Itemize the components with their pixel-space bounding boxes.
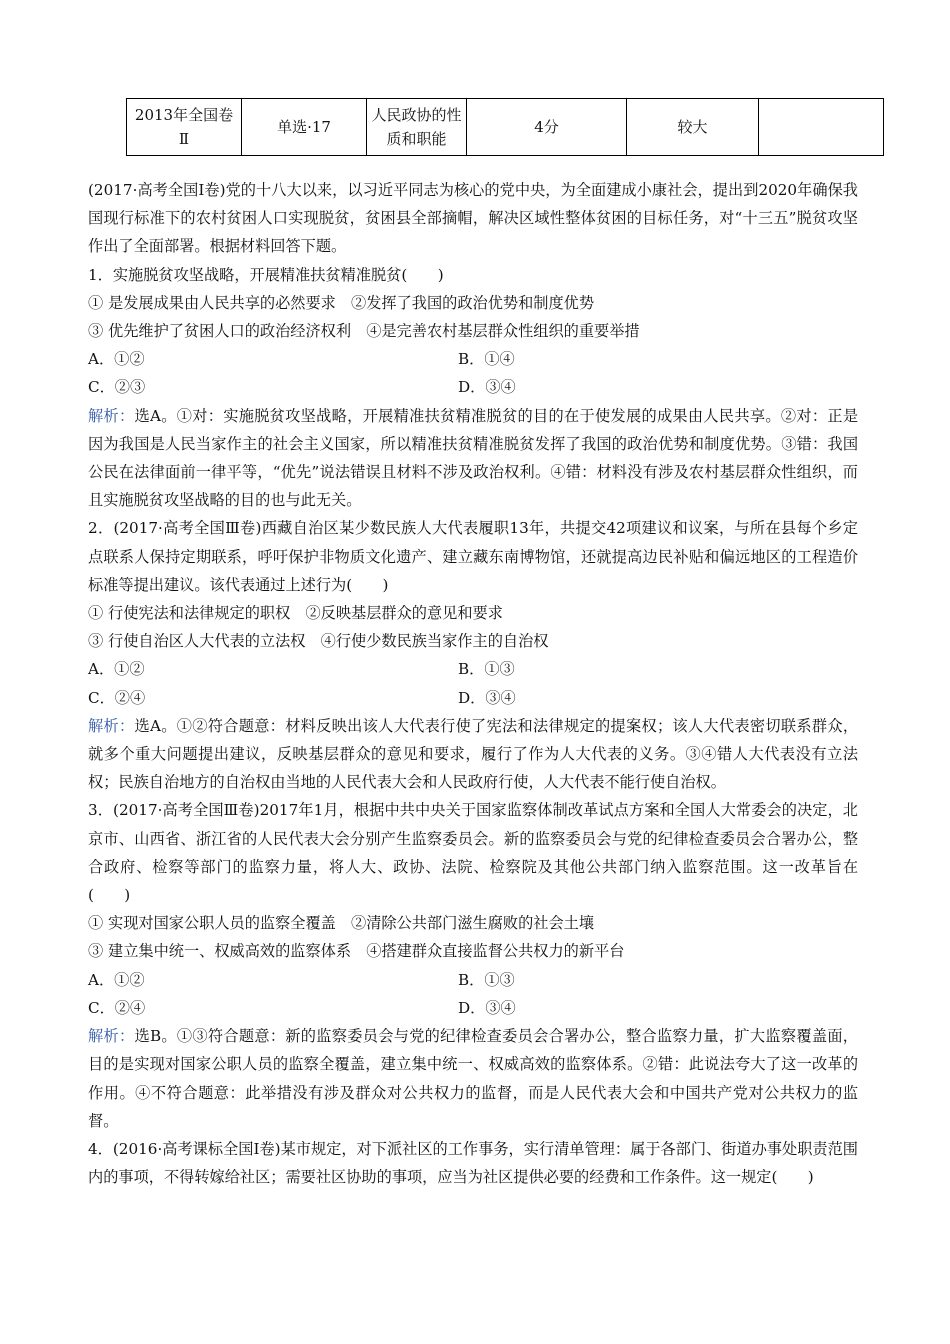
table-cell-score: 4分 <box>467 99 627 156</box>
option-b: B．①③ <box>458 970 515 989</box>
question-3-options-ab <box>88 966 858 994</box>
option-b: B．①③ <box>458 660 515 679</box>
question-2-statements-a: ① 行使宪法和法律规定的职权 ②反映基层群众的意见和要求 <box>88 604 503 623</box>
analysis-label: 解析： <box>88 716 135 735</box>
table-cell-difficulty: 较大 <box>627 99 759 156</box>
option-a: A．①② <box>88 350 145 369</box>
question-1-statements-b: ③ 优先维护了贫困人口的政治经济权利 ④是完善农村基层群众性组织的重要举措 <box>88 322 640 341</box>
option-d: D．③④ <box>458 378 516 397</box>
analysis-text: 选A。①②符合题意：材料反映出该人大代表行使了宪法和法律规定的提案权；该人大代表密切联系群众，就多个重大问题提出建议，反映基层群众的意见和要求，履行了作为人大代表的义务。③④错人大代表没有立法权；民族自治地方的自治权由当地的人民代表大会和人民政府行使，人大代表不能行使自治权。 <box>88 716 859 792</box>
option-d: D．③④ <box>458 998 516 1017</box>
intro-paragraph: (2017·高考全国Ⅰ卷)党的十八大以来，以习近平同志为核心的党中央，为全面建成小康社会，提出到2020年确保我国现行标准下的农村贫困人口实现脱贫，贫困县全部摘帽，解决区域性整体贫困的目标任务，对“十三五”脱贫攻坚作出了全面部署。根据材料回答下题。 <box>88 181 858 256</box>
table-cell-empty <box>759 99 884 156</box>
question-2-options-cd <box>88 684 858 712</box>
table-row <box>127 99 884 156</box>
exam-table <box>126 98 884 156</box>
question-2-analysis <box>88 712 858 797</box>
table-cell-type: 单选·17 <box>242 99 367 156</box>
option-d: D．③④ <box>458 688 516 707</box>
analysis-label: 解析： <box>88 406 135 425</box>
analysis-text: 选A。①对：实施脱贫攻坚战略，开展精准扶贫精准脱贫的目的在于使发展的成果由人民共享。②对：正是因为我国是人民当家作主的社会主义国家，所以精准扶贫精准脱贫发挥了我国的政治优势和制度优势。③错：我国公民在法律面前一律平等，“优先”说法错误且材料不涉及政治权利。④错：材料没有涉及农村基层群众性组织，而且实施脱贫攻坚战略的目的也与此无关。 <box>88 406 859 510</box>
option-c: C．②④ <box>88 998 146 1017</box>
question-3-options-cd <box>88 994 858 1022</box>
option-c: C．②④ <box>88 688 146 707</box>
analysis-text: 选B。①③符合题意：新的监察委员会与党的纪律检查委员会合署办公，整合监察力量，扩大监察覆盖面，目的是实现对国家公职人员的监察全覆盖，建立集中统一、权威高效的监察体系。②错：此说法夸大了这一改革的作用。④不符合题意：此举措没有涉及群众对公共权力的监督，而是人民代表大会和中国共产党对公共权力的监督。 <box>88 1027 858 1130</box>
question-3-statements-a: ① 实现对国家公职人员的监察全覆盖 ②清除公共部门滋生腐败的社会土壤 <box>88 914 595 933</box>
question-2-statements-b: ③ 行使自治区人大代表的立法权 ④行使少数民族当家作主的自治权 <box>88 632 549 651</box>
document-body <box>88 176 858 1191</box>
question-3-statements-b: ③ 建立集中统一、权威高效的监察体系 ④搭建群众直接监督公共权力的新平台 <box>88 942 625 961</box>
question-1-options-cd <box>88 373 858 401</box>
option-a: A．①② <box>88 660 145 679</box>
analysis-label: 解析： <box>88 1027 135 1046</box>
option-c: C．②③ <box>88 378 146 397</box>
question-4-stem: 4．(2016·高考课标全国Ⅰ卷)某市规定，对下派社区的工作事务，实行清单管理：属于各部门、街道办事处职责范围内的事项，不得转嫁给社区；需要社区协助的事项，应当为社区提供必要的经费和工作条件。这一规定( ) <box>88 1139 858 1187</box>
option-b: B．①④ <box>458 350 515 369</box>
question-1-options-ab <box>88 345 858 373</box>
table-cell-topic: 人民政协的性质和职能 <box>367 99 467 156</box>
table-cell-year: 2013年全国卷Ⅱ <box>127 99 242 156</box>
question-1-stem: 1．实施脱贫攻坚战略，开展精准扶贫精准脱贫( ) <box>88 265 444 284</box>
question-2-stem: 2．(2017·高考全国Ⅲ卷)西藏自治区某少数民族人大代表履职13年，共提交42项建议和议案，与所在县每个乡定点联系人保持定期联系，呼吁保护非物质文化遗产、建立藏东南博物馆，还就提高边民补贴和偏远地区的工程造价标准等提出建议。该代表通过上述行为( ) <box>88 519 858 594</box>
question-3-stem: 3．(2017·高考全国Ⅲ卷)2017年1月，根据中共中央关于国家监察体制改革试点方案和全国人大常委会的决定，北京市、山西省、浙江省的人民代表大会分别产生监察委员会。新的监察委员会与党的纪律检查委员会合署办公，整合政府、检察等部门的监察力量，将人大、政协、法院、检察院及其他公共部门纳入监察范围。这一改革旨在( ) <box>88 801 858 905</box>
question-1-analysis <box>88 402 858 515</box>
question-3-analysis <box>88 1022 858 1135</box>
question-2-options-ab <box>88 655 858 683</box>
question-1-statements-a: ① 是发展成果由人民共享的必然要求 ②发挥了我国的政治优势和制度优势 <box>88 293 595 312</box>
option-a: A．①② <box>88 970 145 989</box>
